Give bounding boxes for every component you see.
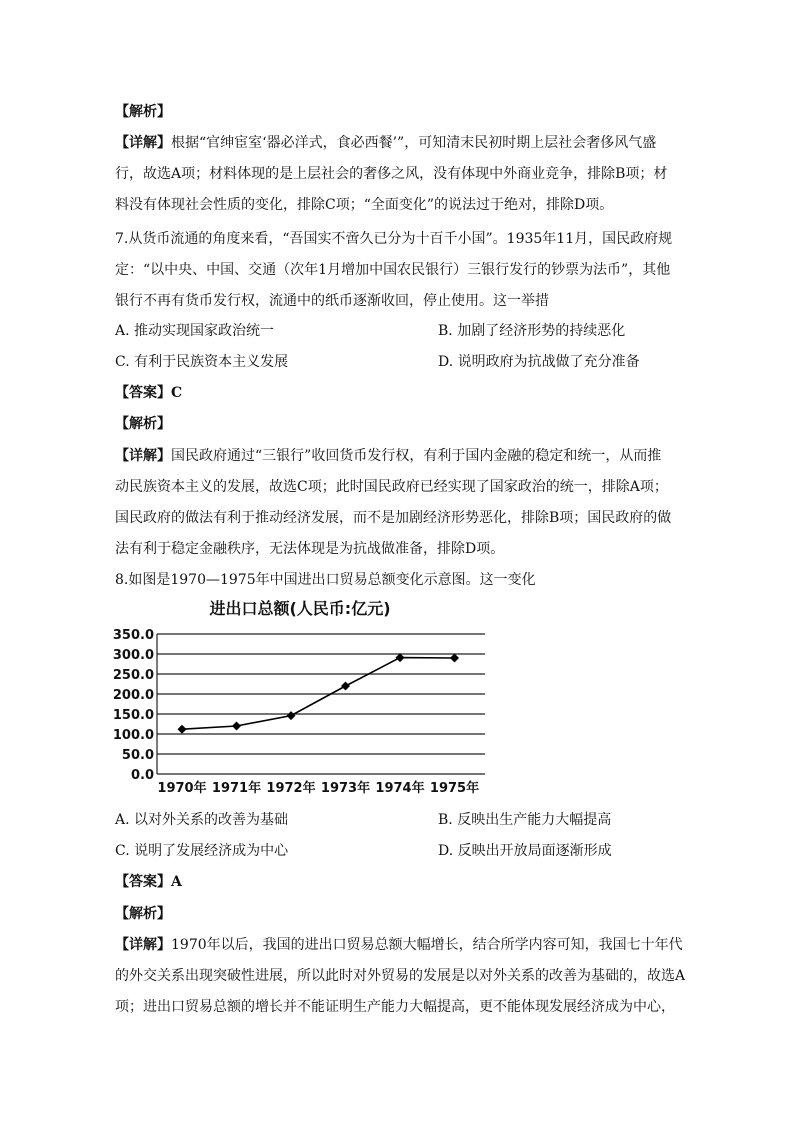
y-tick-label: 100.0 <box>112 728 154 743</box>
q8-analysis-label: 【解析】 <box>115 906 171 922</box>
q8-option-a: A. 以对外关系的改善为基础 <box>115 812 289 828</box>
data-point <box>450 654 459 663</box>
q7-detail-line-4: 法有利于稳定金融秩序，无法体现是为抗战做准备，排除D项。 <box>115 541 505 557</box>
chart-svg <box>0 596 794 804</box>
q6-analysis-label: 【解析】 <box>115 104 171 120</box>
q8-stem: 8.如图是1970—1975年中国进出口贸易总额变化示意图。这一变化 <box>115 572 536 588</box>
y-tick-label: 350.0 <box>112 628 154 643</box>
q7-stem-line-3: 银行不再有货币发行权，流通中的纸币逐渐收回，停止使用。这一举措 <box>115 293 549 309</box>
y-tick-label: 50.0 <box>121 748 154 763</box>
y-tick-label: 150.0 <box>112 708 154 723</box>
x-tick-label: 1973年 <box>320 781 371 796</box>
q7-answer: 【答案】C <box>115 385 183 401</box>
q7-detail-line-3: 国民政府的做法有利于推动经济发展，而不是加剧经济形势恶化，排除B项；国民政府的做 <box>115 510 672 526</box>
q6-detail-line-1: 【详解】根据“官绅宦室‘器必洋式，食必西餐’”，可知清末民初时期上层社会奢侈风气盛 <box>115 135 657 151</box>
x-tick-label: 1970年 <box>157 781 207 796</box>
q6-detail-line-2: 行，故选A项；材料体现的是上层社会的奢侈之风，没有体现中外商业竞争，排除B项；材 <box>115 166 668 182</box>
q8-answer: 【答案】A <box>115 874 182 890</box>
q7-option-d: D. 说明政府为抗战做了充分准备 <box>438 354 640 370</box>
data-point <box>178 725 187 734</box>
y-tick-label: 300.0 <box>112 648 154 663</box>
q8-option-b: B. 反映出生产能力大幅提高 <box>438 812 612 828</box>
y-tick-label: 0.0 <box>130 768 154 783</box>
data-point <box>341 682 350 691</box>
q6-detail-line-3: 料没有体现社会性质的变化，排除C项；“全面变化”的说法过于绝对，排除D项。 <box>115 197 614 213</box>
y-tick-label: 250.0 <box>112 668 154 683</box>
q7-detail-line-1: 【详解】国民政府通过“三银行”收回货币发行权，有利于国内金融的稳定和统一，从而推 <box>115 448 662 464</box>
q8-detail-label: 【详解】 <box>115 937 171 953</box>
q6-detail-label: 【详解】 <box>115 135 171 151</box>
q7-option-b: B. 加剧了经济形势的持续恶化 <box>438 323 626 339</box>
y-tick-label: 200.0 <box>112 688 154 703</box>
x-tick-label: 1972年 <box>266 781 316 796</box>
q7-option-a: A. 推动实现国家政治统一 <box>115 323 275 339</box>
q7-detail-label: 【详解】 <box>115 448 171 464</box>
q7-stem-line-1: 7.从货币流通的角度来看，“吾国实不啻久已分为十百千小国”。1935年11月，国民政府规 <box>115 231 673 247</box>
x-tick-label: 1975年 <box>429 781 480 796</box>
q7-option-c: C. 有利于民族资本主义发展 <box>115 354 289 370</box>
trade-chart <box>0 596 794 804</box>
q8-detail-line-1: 【详解】1970年以后，我国的进出口贸易总额大幅增长，结合所学内容可知，我国七十年代 <box>115 937 683 953</box>
q8-detail-line-2: 的外交关系出现突破性进展，所以此时对外贸易的发展是以对外关系的改善为基础的，故选A <box>115 968 686 984</box>
q8-detail-line-3: 项；进出口贸易总额的增长并不能证明生产能力大幅提高，更不能体现发展经济成为中心， <box>115 999 675 1015</box>
q8-option-c: C. 说明了发展经济成为中心 <box>115 843 289 859</box>
x-tick-label: 1974年 <box>375 781 425 796</box>
q8-option-d: D. 反映出开放局面逐渐形成 <box>438 843 612 859</box>
q7-detail-line-2: 动民族资本主义的发展，故选C项；此时国民政府已经实现了国家政治的统一，排除A项； <box>115 479 668 495</box>
q7-stem-line-2: 定：“以中央、中国、交通（次年1月增加中国农民银行）三银行发行的钞票为法币”，其他 <box>115 262 671 278</box>
data-point <box>287 711 296 720</box>
data-point <box>232 722 241 731</box>
q7-analysis-label: 【解析】 <box>115 416 171 432</box>
chart-title: 进出口总额(人民币:亿元) <box>209 599 391 618</box>
x-tick-label: 1971年 <box>211 781 262 796</box>
